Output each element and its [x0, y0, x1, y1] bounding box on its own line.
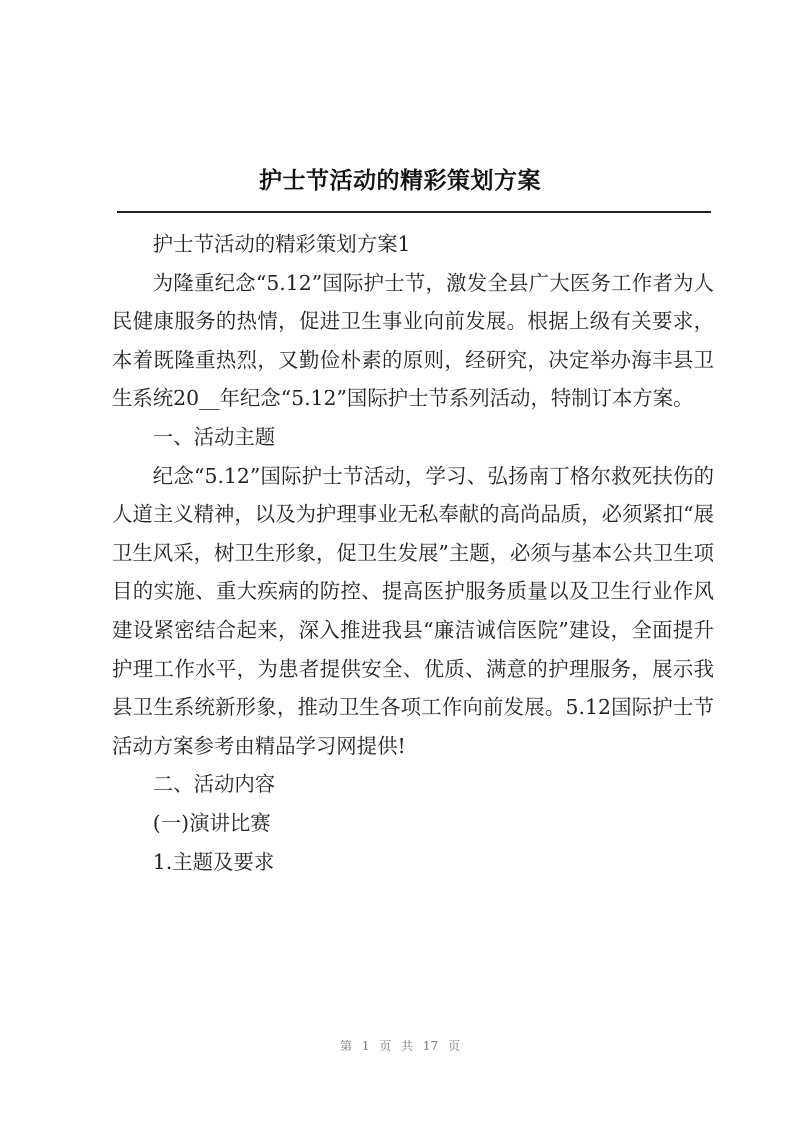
subsection-heading: 1.主题及要求 — [152, 849, 275, 874]
document-body — [112, 225, 714, 881]
section-heading: 一、活动主题 — [152, 424, 276, 449]
section-heading: 二、活动内容 — [152, 772, 276, 797]
section-heading: 护士节活动的精彩策划方案1 — [152, 232, 411, 256]
subsection-heading: (一)演讲比赛 — [152, 810, 271, 835]
theme-paragraph: 纪念“5.12”国际护士节活动，学习、弘扬南丁格尔救死扶伤的人道主义精神，以及为护理事业无私奉献的高尚品质，必须紧扣“展卫生风采，树卫生形象，促卫生发展”主题，必须与基本公共卫生项目的实施、重大疾病的防控、提高医护服务质量以及卫生行业作风建设紧密结合起来，深入推进我县“廉洁诚信医院”建设，全面提升护理工作水平，为患者提供安全、优质、满意的护理服务，展示我县卫生系统新形象，推动卫生各项工作向前发展。5.12国际护士节活动方案参考由精品学习网提供! — [112, 463, 714, 758]
intro-paragraph: 为隆重纪念“5.12”国际护士节，激发全县广大医务工作者为人民健康服务的热情，促进卫生事业向前发展。根据上级有关要求，本着既隆重热烈，又勤俭朴素的原则，经研究，决定举办海丰县卫生系统20__年纪念“5.12”国际护士节系列活动，特制订本方案。 — [112, 270, 714, 411]
title-divider — [117, 211, 711, 213]
page-footer: 第 1 页 共 17 页 — [340, 1039, 460, 1053]
document-title: 护士节活动的精彩策划方案 — [259, 167, 541, 194]
